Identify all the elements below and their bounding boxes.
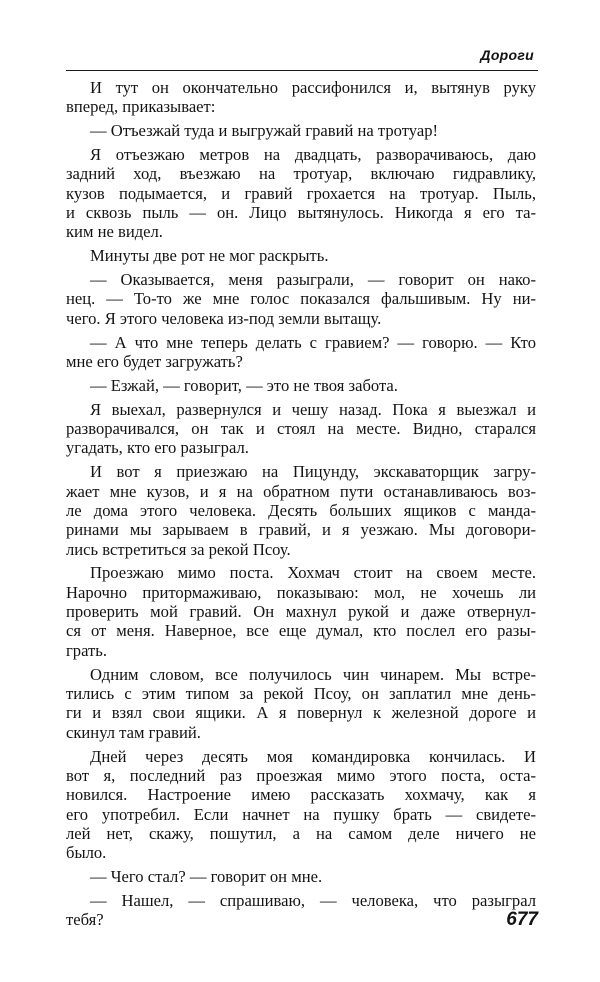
text-line: вот я, последний раз проезжая мимо этого поста, оста-: [66, 765, 536, 785]
text-line: жает мне кузов, и я на обратном пути останавливаюсь воз-: [66, 481, 536, 501]
text-line: Проезжаю мимо поста. Хохмач стоит на своем месте.: [90, 563, 536, 583]
header-rule: [66, 70, 538, 71]
text-line: грать.: [66, 640, 108, 660]
text-line: новился. Настроение имею рассказать хохмачу, как я: [66, 785, 536, 805]
text-line: Нарочно притормаживаю, показываю: мол, не хочешь ли: [66, 582, 536, 602]
text-line: лись встретиться за рекой Псоу.: [66, 539, 291, 559]
text-line: ринами мы зарываем в гравий, и я уезжаю. Мы договори-: [66, 520, 536, 540]
text-line: ле дома этого человека. Десять больших ящиков с манда-: [66, 500, 536, 520]
text-line: проверить мой гравий. Он махнул рукой и даже отвернул-: [66, 602, 536, 622]
text-line: мне его будет загружать?: [66, 351, 243, 371]
text-line: вперед, приказывает:: [66, 97, 216, 117]
text-line: Одним словом, все получилось чин чинарем. Мы встре-: [90, 664, 536, 684]
text-line: разворачивался, он так и стоял на месте. Видно, старался: [66, 419, 536, 438]
text-line: — Оказывается, меня разыграли, — говорит он нако-: [90, 270, 536, 290]
body-text: [66, 78, 536, 930]
text-line: и сквозь пыль — он. Лицо вытянулось. Никогда я его та-: [66, 203, 536, 223]
text-line: угадать, кто его разыграл.: [66, 438, 249, 458]
running-header-title: Дороги: [480, 47, 534, 63]
text-line: — Езжай, — говорит, — это не твоя забота.: [90, 375, 398, 395]
text-line: ги и взял свои ящики. А я повернул к железной дороге и: [66, 703, 536, 723]
text-line: скинул там гравий.: [66, 722, 201, 742]
text-line: было.: [66, 843, 107, 863]
text-line: задний ход, въезжаю на тротуар, включаю гидравлику,: [66, 164, 536, 184]
text-line: Я выехал, развернулся и чешу назад. Пока я выезжал и: [90, 399, 536, 419]
text-line: Минуты две рот не мог раскрыть.: [90, 246, 329, 266]
page-number: 677: [506, 909, 538, 930]
text-line: Дней через десять моя командировка кончилась. И: [90, 746, 536, 766]
text-line: тились с этим типом за рекой Псоу, он заплатил мне день-: [66, 683, 536, 703]
text-line: кузов подымается, и гравий грохается на тротуар. Пыль,: [66, 183, 536, 203]
text-line: нец. — То-то же мне голос показался фальшивым. Ну ни-: [66, 289, 536, 309]
text-line: — А что мне теперь делать с гравием? — говорю. — Кто: [90, 332, 536, 352]
text-line: — Нашел, — спрашиваю, — человека, что разыграл: [90, 890, 536, 910]
text-line: тебя?: [66, 910, 104, 930]
text-line: его употребил. Если начнет на пушку брать — свидете-: [66, 804, 536, 824]
text-line: чего. Я этого человека из-под земли вытащу.: [66, 308, 382, 328]
text-line: ся от меня. Наверное, все еще думал, кто послел его разы-: [66, 621, 536, 641]
text-line: И вот я приезжаю на Пицунду, экскаваторщик загру-: [90, 462, 536, 482]
text-line: ким не видел.: [66, 222, 163, 242]
text-line: — Чего стал? — говорит он мне.: [90, 867, 323, 887]
text-line: — Отъезжай туда и выгружай гравий на тротуар!: [90, 121, 439, 141]
text-line: лей нет, скажу, пошутил, а на самом деле ничего не: [66, 823, 536, 843]
text-line: Я отъезжаю метров на двадцать, разворачиваюсь, даю: [90, 145, 536, 165]
text-line: И тут он окончательно рассифонился и, вытянув руку: [90, 78, 536, 97]
